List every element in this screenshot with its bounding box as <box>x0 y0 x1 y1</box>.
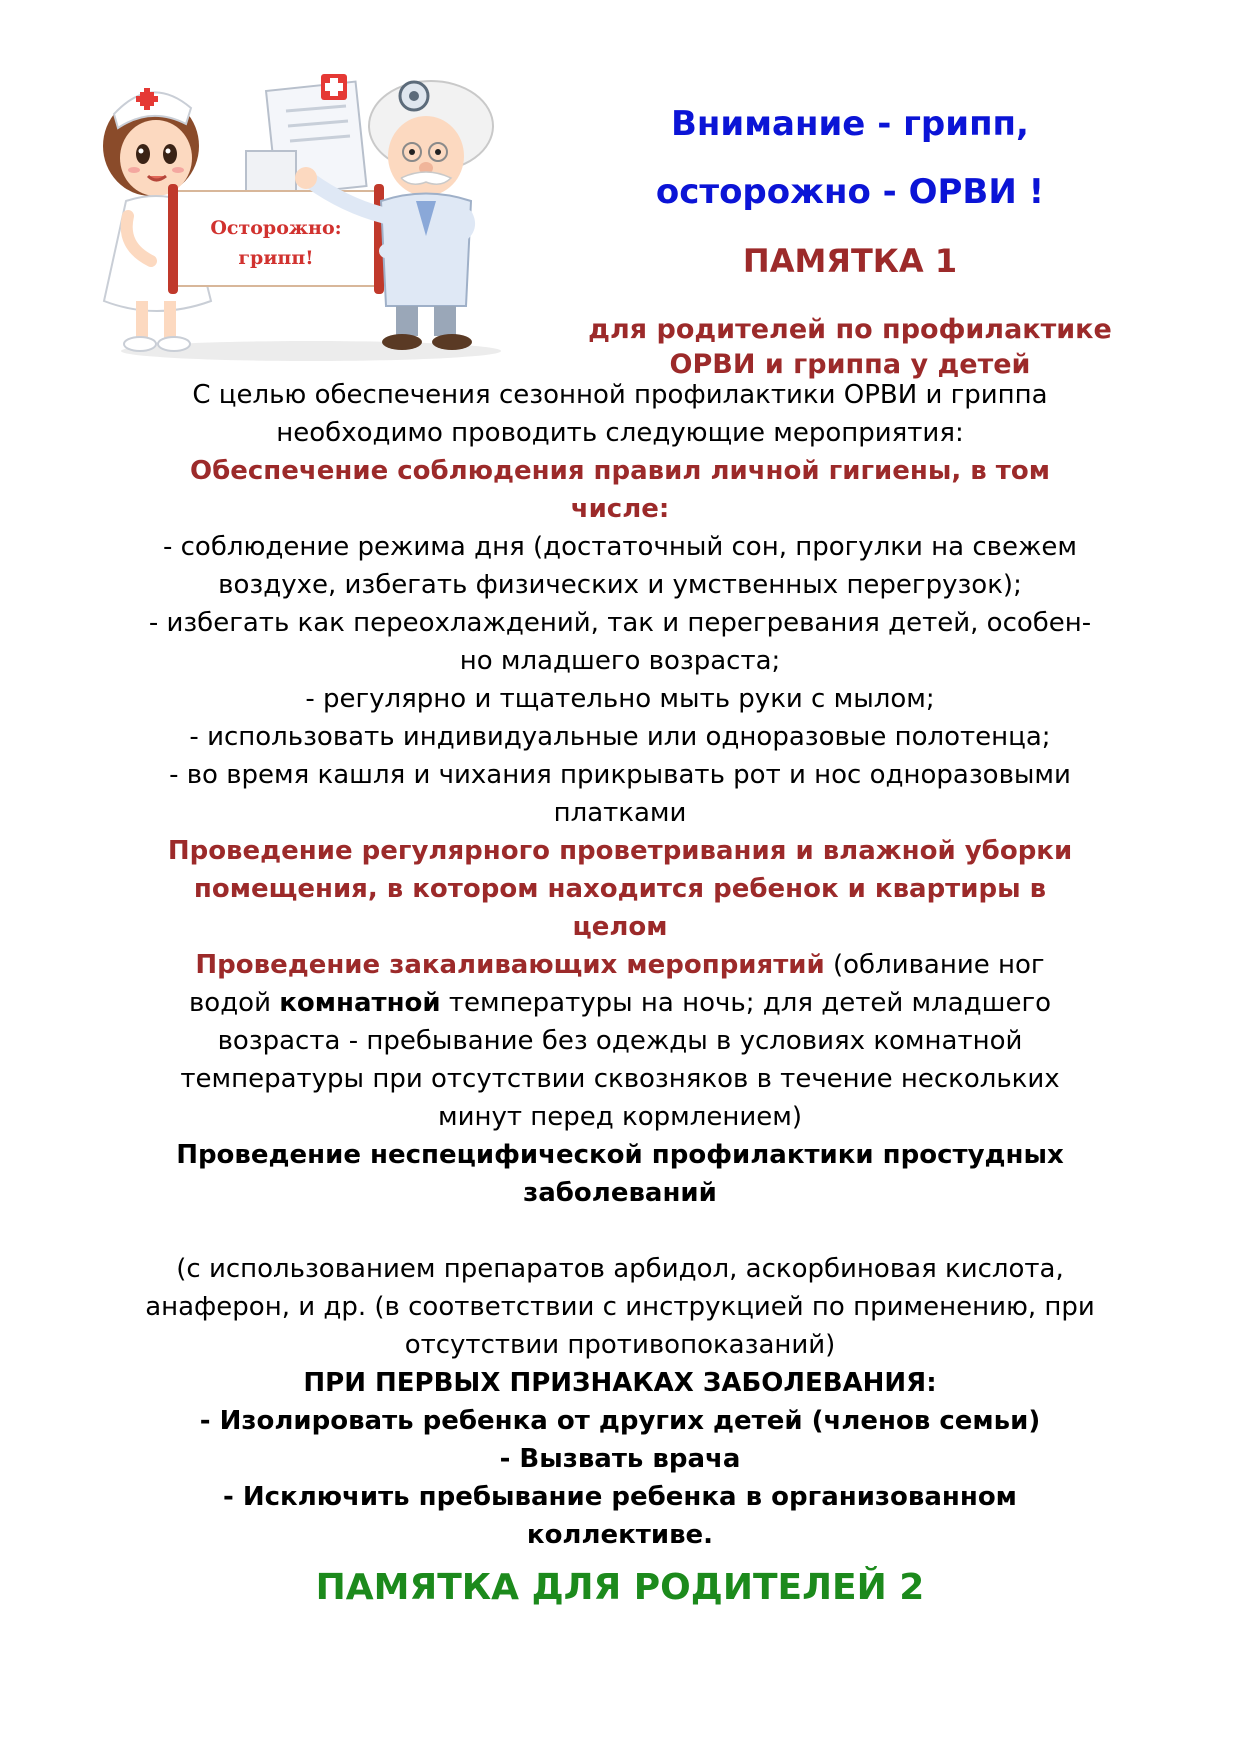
intro-line2: необходимо проводить следующие мероприятия: <box>276 418 964 448</box>
first-signs-item: - Вызвать врача <box>499 1444 741 1474</box>
hardening-text-rest: (обливание ног <box>824 950 1045 980</box>
hygiene-item: - использовать индивидуальные или одноразовые полотенца; <box>189 722 1051 752</box>
hygiene-item: - избегать как переохлаждений, так и перегревания детей, особен- <box>148 608 1092 638</box>
hardening-line2 <box>100 984 1140 1022</box>
hygiene-item: - во время кашля и чихания прикрывать рот и нос одноразовыми <box>169 760 1071 790</box>
cartoon-image <box>96 66 526 366</box>
title-line2: осторожно - ОРВИ ! <box>655 172 1045 212</box>
title-line1: Внимание - грипп, <box>671 104 1029 144</box>
ventilation-heading-line2: помещения, в котором находится ребенок и квартиры в <box>193 874 1047 904</box>
memo-body <box>100 376 1140 1554</box>
first-signs-heading: ПРИ ПЕРВЫХ ПРИЗНАКАХ ЗАБОЛЕВАНИЯ: <box>303 1368 937 1398</box>
sign-text-line1: Осторожно: <box>210 217 342 239</box>
hardening-line1 <box>100 946 1140 984</box>
hardening-heading: Проведение закаливающих мероприятий <box>195 950 825 980</box>
hardening-text-line2-rest: температуры на ночь; для детей младшего <box>440 988 1052 1018</box>
first-signs-item: - Изолировать ребенка от других детей (членов семьи) <box>199 1406 1041 1436</box>
hardening-text-bold: комнатной <box>279 988 441 1018</box>
header-titles <box>540 100 1160 382</box>
nonspecific-text-line3: отсутствии противопоказаний) <box>404 1330 836 1360</box>
memo-subtitle-line2: ОРВИ и гриппа у детей <box>669 349 1031 380</box>
first-signs-item: коллективе. <box>526 1520 714 1550</box>
hardening-text-start: водой <box>188 988 280 1018</box>
next-memo-title: ПАМЯТКА ДЛЯ РОДИТЕЛЕЙ 2 <box>315 1567 925 1608</box>
memo-subtitle-line1: для родителей по профилактике <box>588 314 1112 345</box>
hardening-line4: температуры при отсутствии сквозняков в течение нескольких <box>180 1064 1060 1094</box>
nonspecific-text-line2: анаферон, и др. (в соответствии с инструкцией по применению, при <box>145 1292 1095 1322</box>
nurse-doctor-illustration <box>96 66 526 366</box>
hardening-line3: возраста - пребывание без одежды в условиях комнатной <box>217 1026 1023 1056</box>
hygiene-heading-line1: Обеспечение соблюдения правил личной гигиены, в том <box>190 456 1050 486</box>
sign-text-line2: грипп! <box>238 247 314 269</box>
hygiene-item: платками <box>553 798 687 828</box>
nonspecific-heading-line1: Проведение неспецифической профилактики простудных <box>176 1140 1064 1170</box>
intro-line1: С целью обеспечения сезонной профилактики ОРВИ и гриппа <box>192 380 1048 410</box>
hygiene-item: воздухе, избегать физических и умственных перегрузок); <box>218 570 1022 600</box>
memo-title: ПАМЯТКА 1 <box>742 242 958 280</box>
hygiene-heading-line2: числе: <box>570 494 670 524</box>
hardening-line5: минут перед кормлением) <box>437 1102 803 1132</box>
nonspecific-heading-line2: заболеваний <box>523 1178 717 1208</box>
ventilation-heading-line3: целом <box>572 912 668 942</box>
spacer <box>100 1212 1140 1250</box>
hygiene-item: но младшего возраста; <box>459 646 781 676</box>
nonspecific-text-line1: (с использованием препаратов арбидол, аскорбиновая кислота, <box>176 1254 1064 1284</box>
hygiene-item: - регулярно и тщательно мыть руки с мылом; <box>305 684 935 714</box>
ventilation-heading-line1: Проведение регулярного проветривания и влажной уборки <box>167 836 1073 866</box>
hygiene-item: - соблюдение режима дня (достаточный сон, прогулки на свежем <box>162 532 1078 562</box>
first-signs-item: - Исключить пребывание ребенка в организованном <box>223 1482 1017 1512</box>
